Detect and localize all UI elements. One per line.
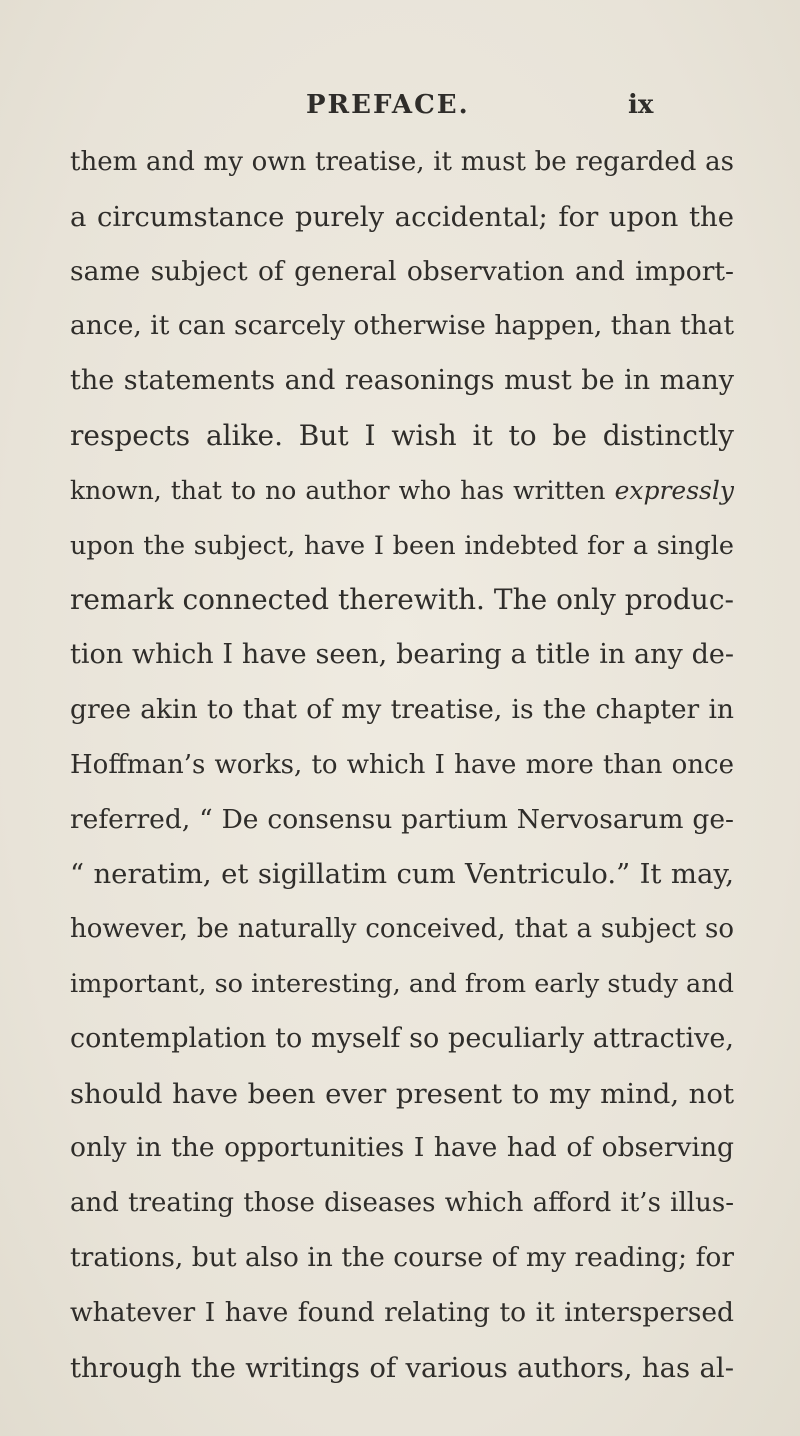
text-line: them and my own treatise, it must be regarded as	[70, 147, 734, 177]
text-line: ance, it can scarcely otherwise happen, than that	[70, 310, 734, 342]
text-line: Hoffman’s works, to which I have more than once	[70, 749, 734, 780]
running-title: PREFACE.	[306, 90, 470, 120]
text-line: same subject of general observation and import-	[70, 255, 734, 287]
text-line: gree akin to that of my treatise, is the chapter in	[70, 693, 734, 725]
text-line: important, so interesting, and from early study and	[70, 968, 734, 999]
text-line-italic: expressly	[614, 475, 734, 505]
text-line: upon the subject, have I been indebted for a single	[70, 530, 734, 561]
text-line: however, be naturally conceived, that a subject so	[70, 914, 734, 945]
text-line-roman: known, that to no author who has written	[70, 475, 615, 505]
text-line: and treating those diseases which afford it’s illus-	[70, 1188, 734, 1219]
text-line: “ neratim, et sigillatim cum Ventriculo.” It may,	[70, 858, 734, 891]
text-line: trations, but also in the course of my reading; for	[70, 1241, 734, 1273]
text-line: through the writings of various authors, has al-	[70, 1351, 734, 1384]
text-line: a circumstance purely accidental; for upon the	[70, 200, 734, 233]
text-line: should have been ever present to my mind, not	[70, 1077, 734, 1110]
text-line: only in the opportunities I have had of observing	[70, 1132, 734, 1164]
page-number: ix	[628, 90, 654, 120]
text-line: the statements and reasonings must be in many	[70, 365, 734, 397]
text-line	[70, 464, 734, 519]
text-line: contemplation to myself so peculiarly attractive,	[70, 1022, 734, 1054]
running-header	[0, 88, 800, 128]
text-line: whatever I have found relating to it interspersed	[70, 1296, 734, 1328]
text-line: referred, “ De consensu partium Nervosarum ge-	[70, 803, 734, 835]
text-line: tion which I have seen, bearing a title in any de-	[70, 639, 734, 671]
text-line: respects alike. But I wish it to be distinctly	[70, 418, 734, 452]
text-line: remark connected therewith. The only produc-	[70, 583, 734, 617]
body-text	[70, 135, 734, 1395]
